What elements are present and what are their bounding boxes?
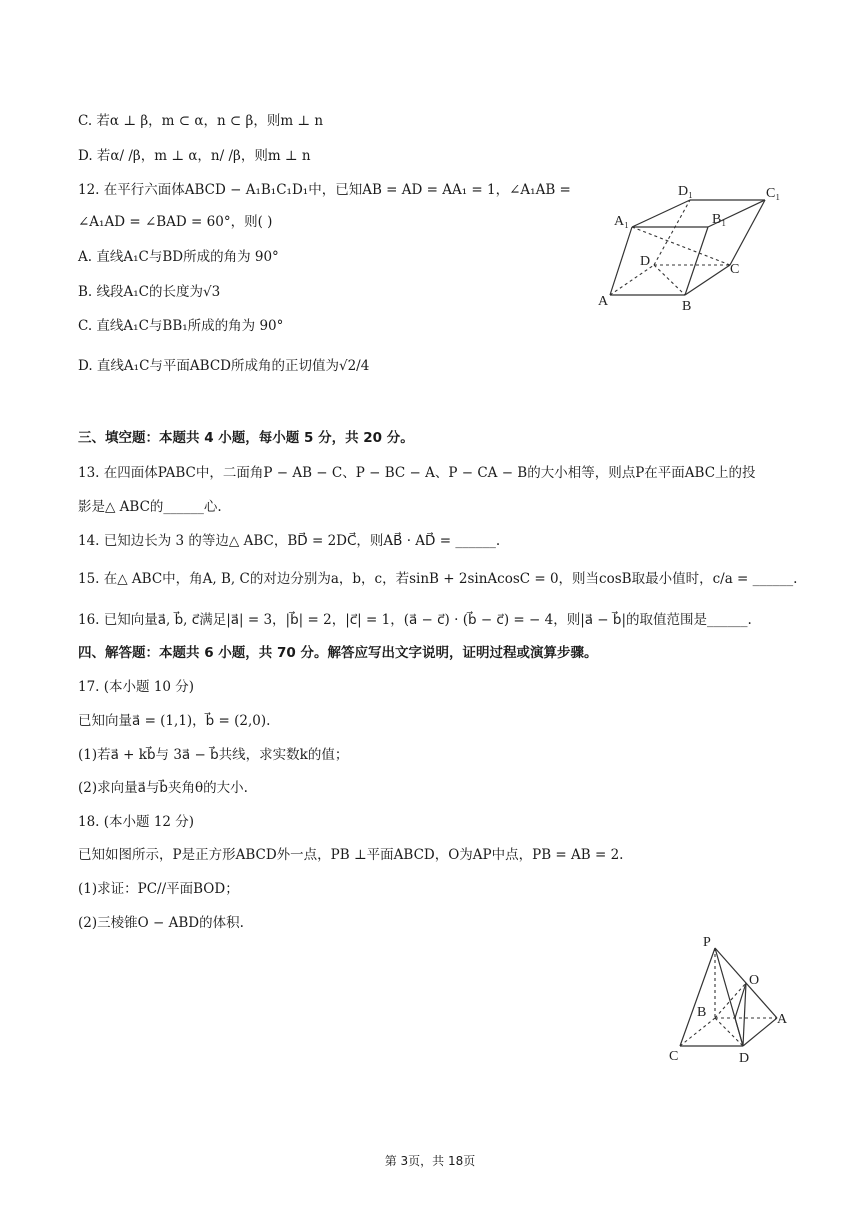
page-footer: 第 3页，共 18页 bbox=[384, 1154, 476, 1168]
label-d: D bbox=[739, 1051, 750, 1066]
option-a-q12: A. 直线A₁C与BD所成的角为 90° bbox=[78, 249, 279, 265]
label-b: B bbox=[697, 1005, 707, 1020]
question-13: 13. 在四面体PABC中，二面角P − AB − C、P − BC − A、P − CA − B的大小相等，则点P在平面ABC上的投 bbox=[78, 465, 756, 481]
question-18-part2: (2)三棱锥O − ABD的体积. bbox=[78, 915, 244, 931]
question-13-cont: 影是△ ABC的______心. bbox=[78, 499, 222, 515]
label-d1: D₁ bbox=[678, 184, 693, 199]
parallelepiped-figure bbox=[590, 175, 790, 320]
section-3-heading: 三、填空题：本题共 4 小题，每小题 5 分，共 20 分。 bbox=[78, 430, 414, 446]
question-12-stem-cont: ∠A₁AD = ∠BAD = 60°，则( ) bbox=[78, 214, 273, 230]
label-b: B bbox=[682, 299, 692, 314]
option-c-q12: C. 直线A₁C与BB₁所成的角为 90° bbox=[78, 318, 284, 334]
label-a: A bbox=[777, 1012, 788, 1027]
question-14: 14. 已知边长为 3 的等边△ ABC，BD⃗ = 2DC⃗，则AB⃗ · AD⃗ = ______. bbox=[78, 533, 501, 549]
question-18-part1: (1)求证：PC//平面BOD； bbox=[78, 881, 239, 897]
label-p: P bbox=[703, 935, 711, 950]
question-17-part2: (2)求向量a⃗与b⃗夹角θ的大小. bbox=[78, 780, 248, 796]
label-c1: C₁ bbox=[766, 186, 781, 201]
label-o: O bbox=[749, 973, 760, 988]
label-d: D bbox=[640, 254, 651, 269]
question-18-stem: 已知如图所示，P是正方形ABCD外一点，PB ⊥平面ABCD，O为AP中点，PB = AB = 2. bbox=[78, 847, 624, 863]
label-c: C bbox=[730, 262, 740, 277]
option-c-q11: C. 若α ⊥ β，m ⊂ α，n ⊂ β，则m ⊥ n bbox=[78, 113, 324, 129]
question-17-part1: (1)若a⃗ + kb⃗与 3a⃗ − b⃗共线，求实数k的值； bbox=[78, 747, 349, 763]
pyramid-figure bbox=[665, 928, 795, 1068]
label-a: A bbox=[598, 294, 609, 309]
option-d-q12: D. 直线A₁C与平面ABCD所成角的正切值为√2/4 bbox=[78, 358, 370, 374]
section-4-heading: 四、解答题：本题共 6 小题，共 70 分。解答应写出文字说明，证明过程或演算步骤。 bbox=[78, 645, 598, 661]
question-18-header: 18. (本小题 12 分) bbox=[78, 814, 195, 830]
option-b-q12: B. 线段A₁C的长度为√3 bbox=[78, 284, 221, 300]
question-16: 16. 已知向量a⃗, b⃗, c⃗满足|a⃗| = 3，|b⃗| = 2，|c⃗| = 1，(a⃗ − c⃗) · (b⃗ − c⃗) = − 4，则|a⃗ − b⃗|的取值范围是______. bbox=[78, 612, 752, 628]
label-b1: B₁ bbox=[712, 212, 727, 227]
question-17-stem: 已知向量a⃗ = (1,1)，b⃗ = (2,0). bbox=[78, 713, 271, 729]
option-d-q11: D. 若α/ /β，m ⊥ α，n/ /β，则m ⊥ n bbox=[78, 148, 311, 164]
question-17-header: 17. (本小题 10 分) bbox=[78, 679, 195, 695]
question-12-stem: 12. 在平行六面体ABCD − A₁B₁C₁D₁中，已知AB = AD = AA₁ = 1，∠A₁AB = bbox=[78, 182, 571, 198]
label-a1: A₁ bbox=[614, 214, 629, 229]
label-c: C bbox=[669, 1049, 679, 1064]
question-15: 15. 在△ ABC中，角A, B, C的对边分别为a，b，c，若sinB + 2sinAcosC = 0，则当cosB取最小值时，c/a = ______. bbox=[78, 571, 798, 587]
